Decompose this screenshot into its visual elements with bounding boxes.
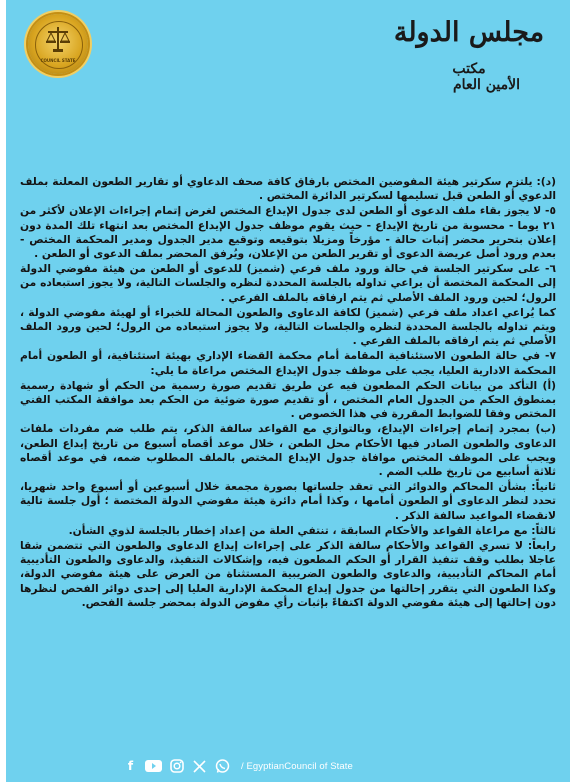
seal-text: COUNCIL STATE: [40, 58, 76, 63]
paragraph-6: ٦- على سكرتير الجلسة في حالة ورود ملف فرعي (شميز) للدعوى أو الطعن من هيئة مفوضي الدولة إلى المحكمة المختصة أن يراعي تداوله بالجلسة المحددة لنظره والجلسات التالية، ولا يجوز استبعاده من الرول؛ لحين ورود الملف الأصلي ثم يتم ارفاقه بالملف الفرعي .: [20, 262, 556, 304]
footer-handle[interactable]: / EgyptianCouncil of State: [241, 760, 353, 772]
facebook-icon[interactable]: f: [127, 759, 134, 773]
x-icon[interactable]: [191, 758, 208, 775]
paragraph-5: ٥- لا يجوز بقاء ملف الدعوى أو الطعن لدى جدول الإيداع المختص لغرض إتمام إجراءات الإعلان لأكثر من ٢١ يوما - محسوبة من تاريخ الإيداع - حيث يقوم موظف جدول الإيداع المختص بعد انتهاء تلك المدة دون إعلان بتحرير محضر إثبات حالة - مؤرخاً ومزيلا بتوقيعه وتوقيع مدير الجدول ومدير المحكمة المختص - بعدم ورود أصل عريضة الدعوى أو تقرير الطعن من الإعلان، ويُرفق المحضر بملف الدعوى أو الطعن .: [20, 204, 556, 261]
social-footer: [6, 750, 570, 782]
instagram-icon[interactable]: [168, 758, 185, 775]
paragraph-6-continued: كما يُراعي اعداد ملف فرعي (شميز) لكافة الدعاوى والطعون المحالة للخبراء أو لهيئة مفوضي الدولة ، ويتم تداوله بالجلسة المحددة لنظره والجلسات التالية، ولا يجوز استبعاده من الرول؛ لحين ورود الملف الأصلي ثم يتم ارفاقه بالملف الفرعي .: [20, 305, 556, 348]
paragraph-7b: (ب) بمجرد إتمام إجراءات الإيداع، وبالتوازي مع القواعد سالفة الذكر، يتم طلب ضم مفردات ملفات الدعاوى والطعون الصادر فيها الأحكام محل الطعن ، خلال موعد أقصاه أسبوع من تاريخ إيداع الطعن، ويجب على الموظف المختص موافاة جدول الإيداع المختص بالملف المطلوب ضمه، في موعد أقصاه ثلاثة أسابيع من تاريخ طلب الضم .: [20, 422, 556, 479]
whatsapp-icon[interactable]: [214, 758, 231, 775]
youtube-icon[interactable]: [145, 758, 162, 775]
brand-office: مكتب: [452, 61, 486, 77]
paragraph-second: ثانياً: بشأن المحاكم والدوائر التي تعقد جلساتها بصورة مجمعة خلال أسبوعين أو أسبوع واحد شهريا، تحدد لنظر الدعاوى أو الطعون أمامها ، وكذا أمام دائرة هيئة مفوضي الدولة المختصة ؛ أول جلسة تالية لانقضاء المواعيد سالفة الذكر .: [20, 480, 556, 522]
paragraph-d: (د): يلتزم سكرتير هيئة المفوضين المختص بارفاق كافة صحف الدعاوي أو تقارير الطعون المعلنة بملف الدعوي أو الطعن قبل تسليمها لسكرتير الدائرة المختص .: [20, 175, 556, 203]
decision-body: [20, 175, 556, 611]
brand-title: مجلس الدولة: [393, 17, 545, 48]
paragraph-7a: (أ) التأكد من بيانات الحكم المطعون فيه عن طريق تقديم صورة رسمية من الحكم أو شهادة رسمية بمنطوق الحكم من الجدول العام المختص ، أو تقديم صورة ضوئية من الحكم بعد موافقة المكتب الفني المختص وفقا للضوابط المقررة في هذا الخصوص .: [20, 378, 556, 421]
brand-subtitle: الأمين العام: [453, 77, 520, 93]
scales-of-justice-icon: [45, 25, 71, 55]
paragraph-third: ثالثاً: مع مراعاة القواعد والأحكام السابقة ، تنتفي العلة من إعداد إخطار بالجلسة لذوي الشأن.: [68, 523, 556, 537]
paragraph-fourth: رابعاً: لا تسري القواعد والأحكام سالفة الذكر على إجراءات إيداع الدعاوى والطعون التي تتضمن شقا عاجلا بطلب وقف تنفيذ القرار أو الحكم المطعون فيه، وإشكالات التنفيذ، والدعاوى والطعون التأديبية أمام المحاكم التأديبية، والدعاوى والطعون الضريبية المستثناة من العرض على هيئة مفوضي الدولة، وكذا الطعون التي يتقرر إحالتها من جدول إيداع المحكمة الإدارية العليا إلى إحدى دوائر الفحص لنظرها دون إحالتها إلى هيئة مفوضي الدولة اكتفاءً بإثبات رأي مفوض الدولة بمحضر جلسة الفحص.: [20, 539, 556, 609]
paragraph-7: ٧- في حالة الطعون الاستئنافية المقامة أمام محكمة القضاء الإداري بهيئة استئنافية، أو الطعون أمام المحكمة الادارية العليا، يجب على موظف جدول الإيداع المختص مراعاة ما يلي:: [20, 349, 556, 377]
brand-header: [384, 16, 554, 94]
council-seal-logo: [28, 14, 88, 74]
